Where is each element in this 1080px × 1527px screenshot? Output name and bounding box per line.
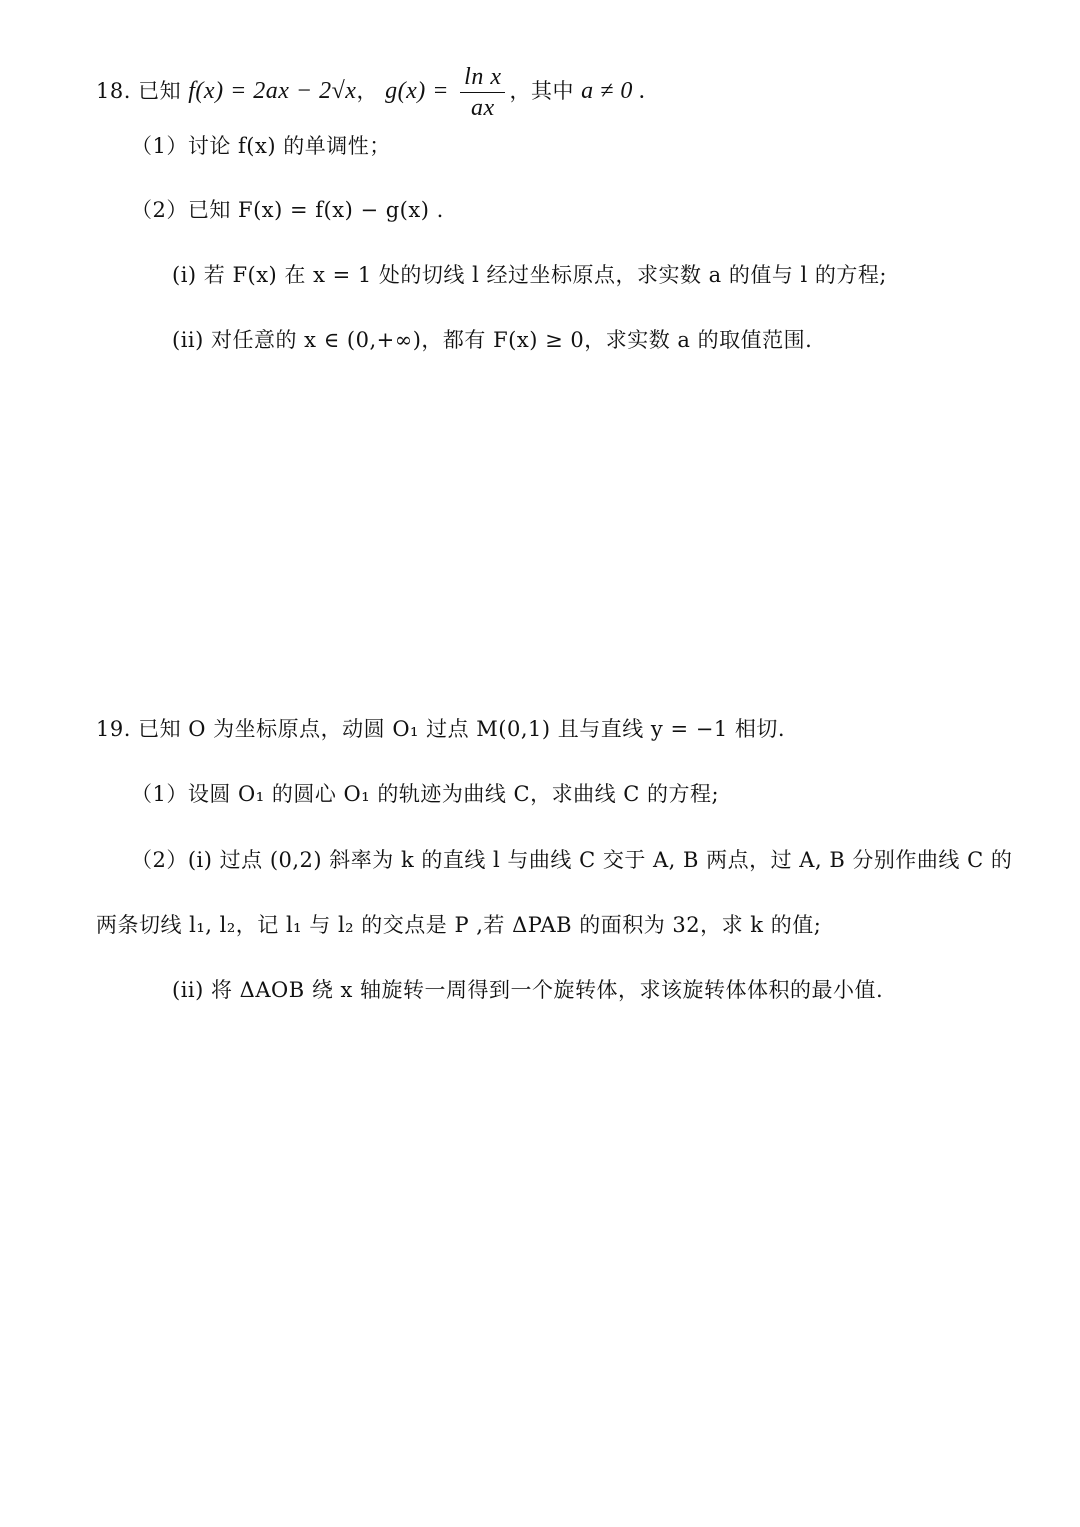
q18-stem-prefix: 18. 已知 [96,79,182,103]
q19-part2-i-line2: 两条切线 l₁, l₂，记 l₁ 与 l₂ 的交点是 P ,若 ΔPAB 的面积为 32，求 k 的值; [96,913,822,937]
q18-separator: ， [356,79,378,103]
q18-g-numerator: ln x [460,62,505,93]
q19-part2-i-line1: （2）(i) 过点 (0,2) 斜率为 k 的直线 l 与曲线 C 交于 A, B 两点，过 A, B 分别作曲线 C 的 [131,848,1013,872]
q19-stem: 19. 已知 O 为坐标原点，动圆 O₁ 过点 M(0,1) 且与直线 y = −1 相切. [96,717,786,741]
q18-g-denominator: ax [470,95,495,121]
q18-condition: a ≠ 0 . [581,78,646,104]
q18-part2: （2）已知 F(x) = f(x) − g(x) . [131,198,444,222]
q18-g-fraction [460,62,505,123]
q18-g-lhs: g(x) = [385,78,449,104]
q18-f-definition: f(x) = 2ax − 2√x [188,78,357,104]
q18-stem-suffix: ，其中 [509,79,574,103]
q19-part2-ii: (ii) 将 ΔAOB 绕 x 轴旋转一周得到一个旋转体，求该旋转体体积的最小值. [172,978,884,1002]
q19-part1: （1）设圆 O₁ 的圆心 O₁ 的轨迹为曲线 C，求曲线 C 的方程; [131,782,720,806]
q18-stem [96,62,646,123]
q18-part2-i: (i) 若 F(x) 在 x = 1 处的切线 l 经过坐标原点，求实数 a 的值与 l 的方程; [172,263,888,287]
q18-part1: （1）讨论 f(x) 的单调性； [131,134,391,158]
q18-part2-ii: (ii) 对任意的 x ∈ (0,+∞)，都有 F(x) ≥ 0，求实数 a 的取值范围. [172,328,813,352]
